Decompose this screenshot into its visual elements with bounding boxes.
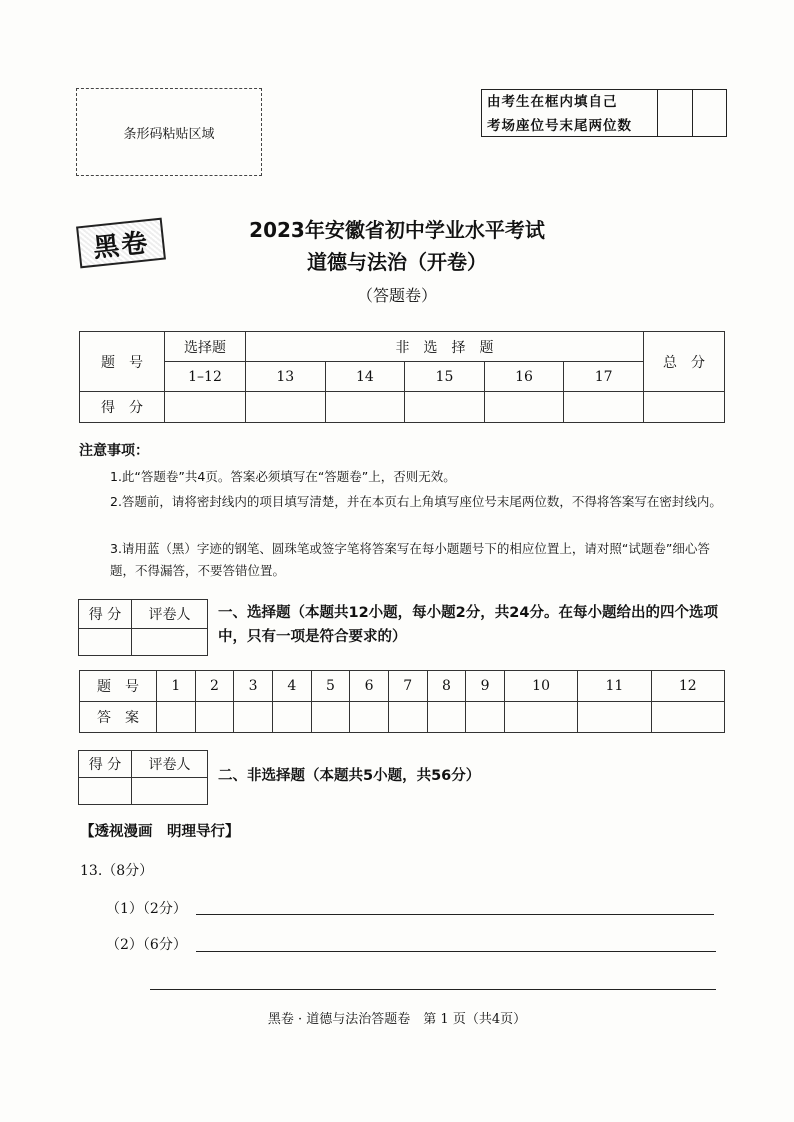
question-number: 4 [272, 671, 311, 702]
answer-table [79, 670, 725, 733]
total-score-cell[interactable] [644, 392, 725, 423]
question-13-1: （1）（2分） [106, 901, 187, 917]
barcode-area [76, 88, 262, 176]
question-number: 12 [651, 671, 724, 702]
answer-cell[interactable] [427, 702, 466, 733]
score-cell[interactable] [564, 392, 644, 423]
answer-row-label: 答 案 [80, 702, 157, 733]
column-header: 13 [246, 362, 326, 392]
score-cell[interactable] [405, 392, 485, 423]
grader-score-cell[interactable] [79, 629, 132, 656]
score-label: 得 分 [80, 392, 165, 423]
question-number: 9 [466, 671, 505, 702]
black-paper-stamp: 黑卷 [76, 218, 166, 269]
section-one-title: 一、选择题（本题共12小题，每小题2分，共24分。在每小题给出的四个选项中，只有一项是符合要求的） [218, 605, 718, 645]
seat-instruction [482, 90, 658, 136]
seat-instruction-line: 考场座位号末尾两位数 [487, 118, 632, 134]
seat-number-box [481, 89, 727, 137]
answer-cell[interactable] [350, 702, 389, 733]
answer-cell[interactable] [466, 702, 505, 733]
answer-cell[interactable] [272, 702, 311, 733]
score-cell[interactable] [165, 392, 246, 423]
answer-cell[interactable] [578, 702, 651, 733]
grader-box [78, 750, 208, 805]
section-two-title: 二、非选择题（本题共5小题，共56分） [218, 768, 481, 784]
column-header: 15 [405, 362, 485, 392]
seat-instruction-line: 由考生在框内填自己 [487, 94, 618, 110]
sheet-type: （答题卷） [356, 286, 437, 305]
subject-title: 道德与法治（开卷） [307, 250, 487, 274]
question-number: 8 [427, 671, 466, 702]
answer-line[interactable] [196, 951, 716, 952]
question-number: 7 [388, 671, 427, 702]
score-cell[interactable] [484, 392, 564, 423]
answer-cell[interactable] [311, 702, 350, 733]
score-cell[interactable] [246, 392, 326, 423]
grader-score-label: 得 分 [79, 600, 132, 629]
answer-cell[interactable] [234, 702, 273, 733]
question-number: 5 [311, 671, 350, 702]
notice-item: 3.请用蓝（黑）字迹的钢笔、圆珠笔或签字笔将答案写在每小题题号下的相应位置上，请对照“试题卷”细心答题，不得漏答，不要答错位置。 [110, 541, 710, 578]
subsection-title: 【透视漫画 明理导行】 [80, 824, 240, 840]
grader-name-label: 评卷人 [132, 751, 208, 778]
exam-title: 2023年安徽省初中学业水平考试 [249, 218, 545, 242]
question-number: 11 [578, 671, 651, 702]
answer-cell[interactable] [504, 702, 577, 733]
answer-line[interactable] [150, 989, 716, 990]
answer-cell[interactable] [195, 702, 234, 733]
page-footer: 黑卷 · 道德与法治答题卷 第 1 页（共4页） [267, 1012, 527, 1027]
grader-box [78, 599, 208, 656]
column-header: 16 [484, 362, 564, 392]
column-header: 17 [564, 362, 644, 392]
notice-item: 1.此“答题卷”共4页。答案必须填写在“答题卷”上，否则无效。 [110, 469, 456, 484]
question-13: 13.（8分） [80, 863, 154, 879]
question-number: 3 [234, 671, 273, 702]
seat-digit-cell[interactable] [658, 90, 693, 136]
seat-digit-cell[interactable] [693, 90, 727, 136]
total-header: 总 分 [644, 332, 725, 392]
column-header: 1–12 [165, 362, 246, 392]
question-13-2: （2）（6分） [106, 937, 187, 953]
notice-title: 注意事项： [79, 443, 149, 459]
barcode-area-label: 条形码粘贴区域 [123, 126, 215, 142]
choice-header: 选择题 [165, 332, 246, 362]
answer-cell[interactable] [388, 702, 427, 733]
grader-name-cell[interactable] [132, 778, 208, 805]
question-number: 2 [195, 671, 234, 702]
question-number: 10 [504, 671, 577, 702]
grader-name-cell[interactable] [132, 629, 208, 656]
question-number-label: 题 号 [80, 332, 165, 392]
notice-item: 2.答题前，请将密封线内的项目填写清楚，并在本页右上角填写座位号末尾两位数，不得将答案写在密封线内。 [110, 494, 722, 509]
grader-name-label: 评卷人 [132, 600, 208, 629]
score-table [79, 331, 725, 423]
answer-line[interactable] [196, 914, 714, 915]
score-cell[interactable] [325, 392, 405, 423]
grader-score-label: 得 分 [79, 751, 132, 778]
question-number: 1 [157, 671, 196, 702]
answer-cell[interactable] [651, 702, 724, 733]
nonchoice-header: 非 选 择 题 [246, 332, 644, 362]
column-header: 14 [325, 362, 405, 392]
answer-row-label: 题 号 [80, 671, 157, 702]
answer-cell[interactable] [157, 702, 196, 733]
question-number: 6 [350, 671, 389, 702]
grader-score-cell[interactable] [79, 778, 132, 805]
